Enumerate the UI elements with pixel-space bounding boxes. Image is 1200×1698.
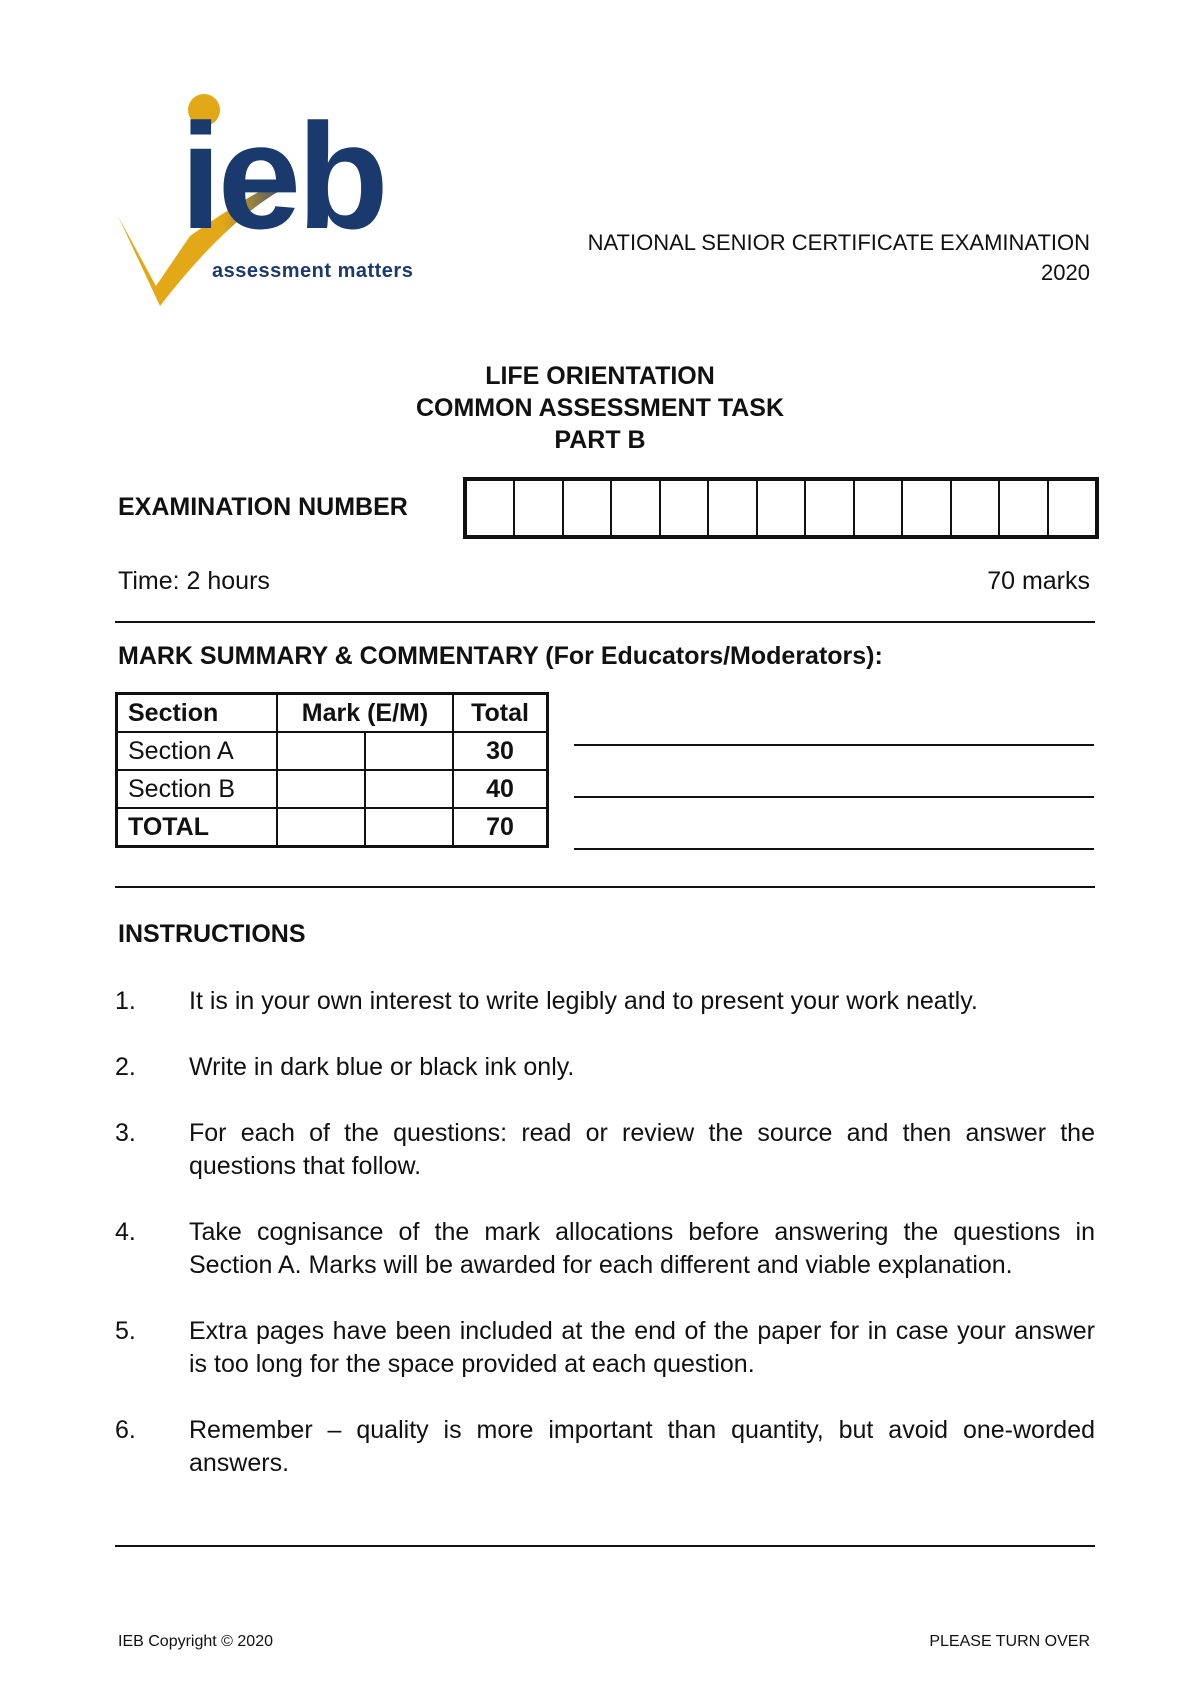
list-item <box>115 985 1095 1018</box>
exam-number-digit-box[interactable] <box>855 481 903 535</box>
header-mark: Mark (E/M) <box>277 694 453 733</box>
list-item <box>115 1414 1095 1480</box>
item-number: 4. <box>115 1218 136 1246</box>
item-number: 3. <box>115 1119 136 1147</box>
table-row <box>117 808 548 847</box>
subject-line-2: COMMON ASSESSMENT TASK <box>415 394 785 422</box>
table-header-row <box>117 694 548 733</box>
instructions-list <box>115 985 1095 1513</box>
table-row <box>117 732 548 770</box>
mark-m-cell[interactable] <box>365 770 453 808</box>
exam-number-digit-box[interactable] <box>806 481 854 535</box>
time-allowed: Time: 2 hours <box>118 567 270 595</box>
logo-tagline: assessment matters <box>212 260 414 282</box>
exam-number-digit-box[interactable] <box>612 481 660 535</box>
comment-line[interactable] <box>574 744 1094 746</box>
item-number: 5. <box>115 1317 136 1345</box>
row-section: TOTAL <box>117 808 278 847</box>
exam-title: NATIONAL SENIOR CERTIFICATE EXAMINATION <box>587 230 1090 255</box>
subject-line-1: LIFE ORIENTATION <box>485 362 715 390</box>
list-item <box>115 1117 1095 1183</box>
exam-number-digit-box[interactable] <box>709 481 757 535</box>
row-total: 30 <box>453 732 548 770</box>
mark-summary-table <box>115 692 549 848</box>
divider <box>115 1545 1095 1547</box>
footer-turn-over: PLEASE TURN OVER <box>929 1633 1090 1650</box>
item-number: 1. <box>115 987 136 1015</box>
header-total: Total <box>453 694 548 733</box>
exam-number-digit-box[interactable] <box>1049 481 1095 535</box>
divider <box>115 621 1095 623</box>
comment-line[interactable] <box>574 848 1094 850</box>
item-text: It is in your own interest to write legibly and to present your work neatly. <box>189 987 978 1015</box>
mark-m-cell[interactable] <box>365 808 453 847</box>
exam-number-digit-box[interactable] <box>564 481 612 535</box>
header-section: Section <box>117 694 278 733</box>
list-item <box>115 1315 1095 1381</box>
item-text: Write in dark blue or black ink only. <box>189 1053 575 1081</box>
subject-line-3: PART B <box>554 426 646 454</box>
list-item <box>115 1216 1095 1282</box>
exam-number-digit-box[interactable] <box>758 481 806 535</box>
list-item <box>115 1051 1095 1084</box>
table-row <box>117 770 548 808</box>
mark-e-cell[interactable] <box>277 770 365 808</box>
item-text: Take cognisance of the mark allocations before answering the questions in Section A. Marks will be awarded for each different and viable explanation. <box>189 1218 1095 1279</box>
exam-number-digit-box[interactable] <box>1000 481 1048 535</box>
row-total: 40 <box>453 770 548 808</box>
divider <box>115 886 1095 888</box>
ieb-logo <box>118 88 458 318</box>
item-number: 2. <box>115 1053 136 1081</box>
mark-e-cell[interactable] <box>277 808 365 847</box>
total-marks: 70 marks <box>987 567 1090 595</box>
exam-year: 2020 <box>1041 260 1090 285</box>
footer-copyright: IEB Copyright © 2020 <box>118 1633 273 1650</box>
item-text: Remember – quality is more important than quantity, but avoid one-worded answers. <box>189 1416 1095 1477</box>
exam-number-digit-box[interactable] <box>467 481 515 535</box>
mark-e-cell[interactable] <box>277 732 365 770</box>
subject-title <box>0 360 1200 456</box>
instructions-heading: INSTRUCTIONS <box>118 920 306 948</box>
item-number: 6. <box>115 1416 136 1444</box>
row-total: 70 <box>453 808 548 847</box>
row-section: Section B <box>117 770 278 808</box>
exam-number-digit-box[interactable] <box>661 481 709 535</box>
mark-summary-heading: MARK SUMMARY & COMMENTARY (For Educators/Moderators): <box>118 642 883 670</box>
item-text: Extra pages have been included at the end of the paper for in case your answer is too long for the space provided at each question. <box>189 1317 1095 1378</box>
exam-number-label: EXAMINATION NUMBER <box>118 493 408 521</box>
exam-number-boxes[interactable] <box>463 477 1099 539</box>
exam-number-digit-box[interactable] <box>952 481 1000 535</box>
comment-line[interactable] <box>574 796 1094 798</box>
exam-number-digit-box[interactable] <box>903 481 951 535</box>
exam-number-digit-box[interactable] <box>515 481 563 535</box>
logo-brand: ieb <box>180 92 385 260</box>
mark-m-cell[interactable] <box>365 732 453 770</box>
item-text: For each of the questions: read or review the source and then answer the questions that follow. <box>189 1119 1095 1180</box>
exam-title-block <box>588 228 1090 288</box>
row-section: Section A <box>117 732 278 770</box>
